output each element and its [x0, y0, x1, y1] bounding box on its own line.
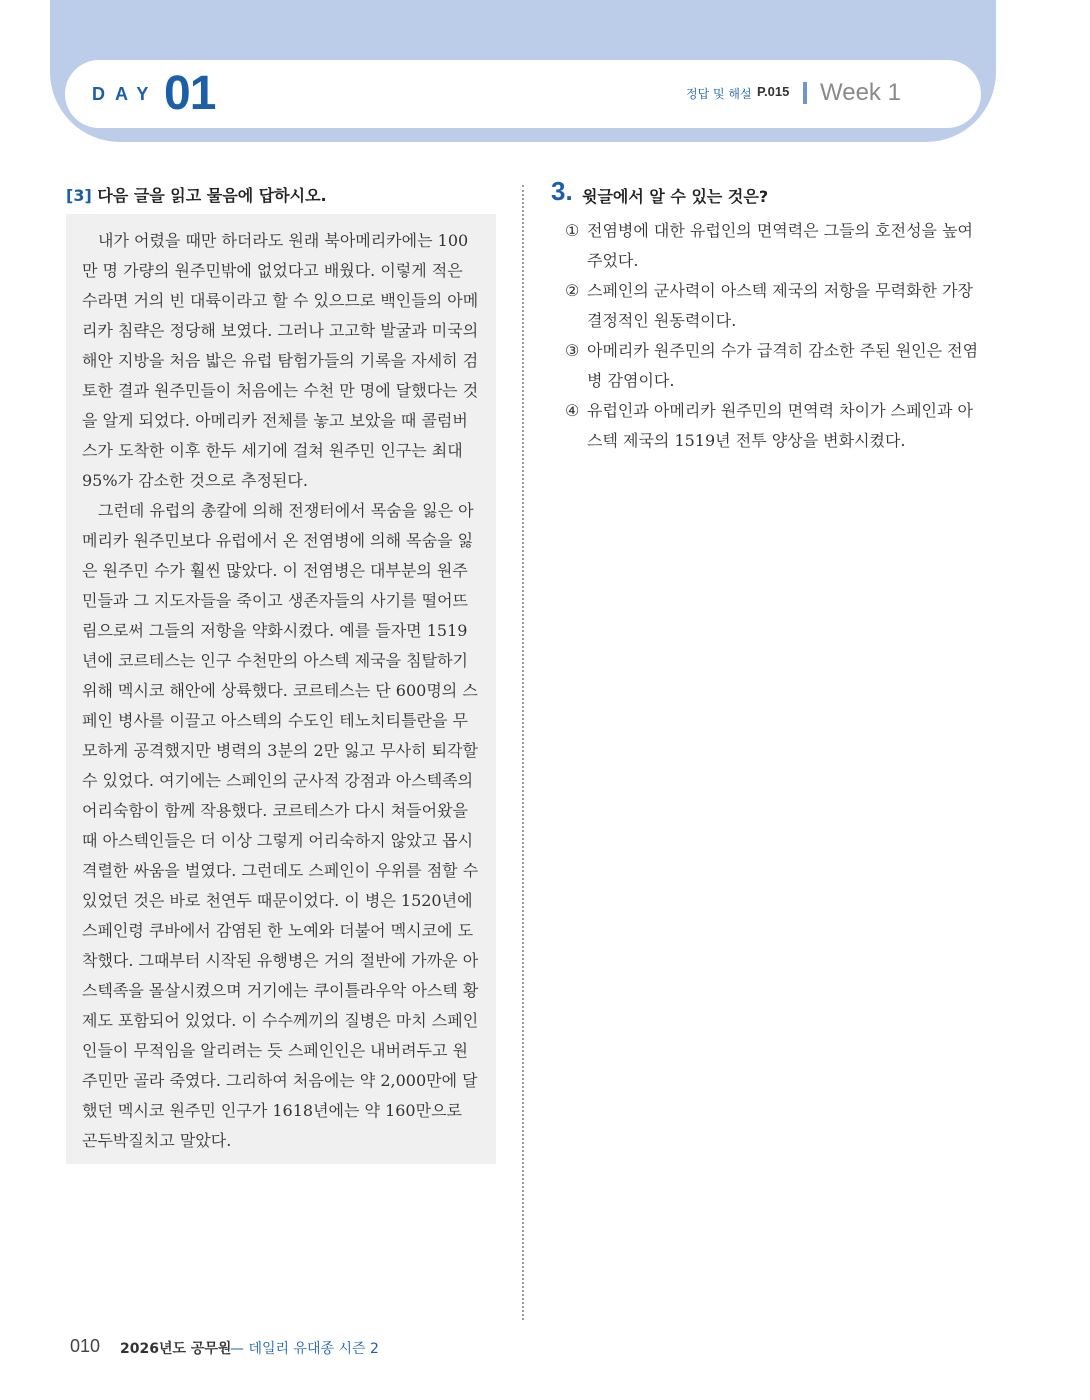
- option-marker: ④: [565, 401, 580, 420]
- passage-text: [82, 226, 480, 1156]
- answer-reference-page: P.015: [757, 84, 790, 99]
- option-marker: ①: [565, 221, 580, 240]
- answer-option-2[interactable]: [565, 276, 983, 336]
- answer-option-1[interactable]: [565, 216, 983, 276]
- option-text: 전염병에 대한 유럽인의 면역력은 그들의 호전성을 높여주었다.: [587, 221, 974, 270]
- header-divider: [803, 82, 807, 104]
- answer-option-4[interactable]: [565, 396, 983, 456]
- week-label: Week 1: [820, 79, 901, 106]
- option-marker: ②: [565, 281, 580, 300]
- column-divider: [522, 185, 524, 1320]
- question-number: 3.: [551, 176, 573, 206]
- passage-paragraph: 내가 어렸을 때만 하더라도 원래 북아메리카에는 100만 명 가량의 원주민밖에 없었다고 배웠다. 이렇게 적은 수라면 거의 빈 대륙이라고 할 수 있으므로 백인들의 아메리카 침략은 정당해 보였다. 그러나 고고학 발굴과 미국의 해안 지방을 처음 밟은 유럽 탐험가들의 기록을 자세히 검토한 결과 원주민들이 처음에는 수천 만 명에 달했다는 것을 알게 되었다. 아메리카 전체를 놓고 보았을 때 콜럼버스가 도착한 이후 한두 세기에 걸쳐 원주민 인구는 최대 95%가 감소한 것으로 추정된다.: [82, 231, 479, 490]
- footer-title: 2026년도 공무원: [120, 1341, 232, 1357]
- answer-reference-label: 정답 및 해설: [686, 87, 752, 101]
- answer-option-3[interactable]: [565, 336, 983, 396]
- passage-heading: [66, 183, 327, 206]
- day-number: 01: [164, 67, 216, 120]
- passage-instruction: 다음 글을 읽고 물음에 답하시오.: [97, 186, 327, 205]
- passage-number: [3]: [66, 186, 92, 205]
- footer-subtitle: — 데일리 유대종 시즌 2: [230, 1341, 379, 1357]
- passage-paragraph: 그런데 유럽의 총칼에 의해 전쟁터에서 목숨을 잃은 아메리카 원주민보다 유럽에서 온 전염병에 의해 목숨을 잃은 원주민 수가 훨씬 많았다. 이 전염병은 대부분의 원주민들과 그 지도자들을 죽이고 생존자들의 사기를 떨어뜨림으로써 그들의 저항을 약화시켰다. 예를 들자면 1519년에 코르테스는 인구 수천만의 아스텍 제국을 침탈하기 위해 멕시코 해안에 상륙했다. 코르테스는 단 600명의 스페인 병사를 이끌고 아스텍의 수도인 테노치티틀란을 무모하게 공격했지만 병력의 3분의 2만 잃고 무사히 퇴각할 수 있었다. 여기에는 스페인의 군사적 강점과 아스텍족의 어리숙함이 함께 작용했다. 코르테스가 다시 쳐들어왔을 때 아스텍인들은 더 이상 그렇게 어리숙하지 않았고 몹시 격렬한 싸움을 벌였다. 그런데도 스페인이 우위를 점할 수 있었던 것은 바로 천연두 때문이었다. 이 병은 1520년에 스페인령 쿠바에서 감염된 한 노예와 더불어 멕시코에 도착했다. 그때부터 시작된 유행병은 거의 절반에 가까운 아스텍족을 몰살시켰으며 거기에는 쿠이틀라우악 아스텍 황제도 포함되어 있었다. 이 수수께끼의 질병은 마치 스페인인들이 무적임을 알리려는 듯 스페인인은 내버려두고 원주민만 골라 죽였다. 그리하여 처음에는 약 2,000만에 달했던 멕시코 원주민 인구가 1618년에는 약 160만으로 곤두박질치고 말았다.: [82, 501, 479, 1150]
- footer-page-number: 010: [70, 1336, 101, 1356]
- option-marker: ③: [565, 341, 580, 360]
- option-text: 아메리카 원주민의 수가 급격히 감소한 주된 원인은 전염병 감염이다.: [587, 341, 979, 390]
- day-label: DAY: [92, 84, 159, 104]
- answer-options: [565, 216, 983, 456]
- question-text: 윗글에서 알 수 있는 것은?: [582, 187, 769, 206]
- option-text: 유럽인과 아메리카 원주민의 면역력 차이가 스페인과 아스텍 제국의 1519년 전투 양상을 변화시켰다.: [587, 401, 974, 450]
- option-text: 스페인의 군사력이 아스텍 제국의 저항을 무력화한 가장 결정적인 원동력이다.: [587, 281, 974, 330]
